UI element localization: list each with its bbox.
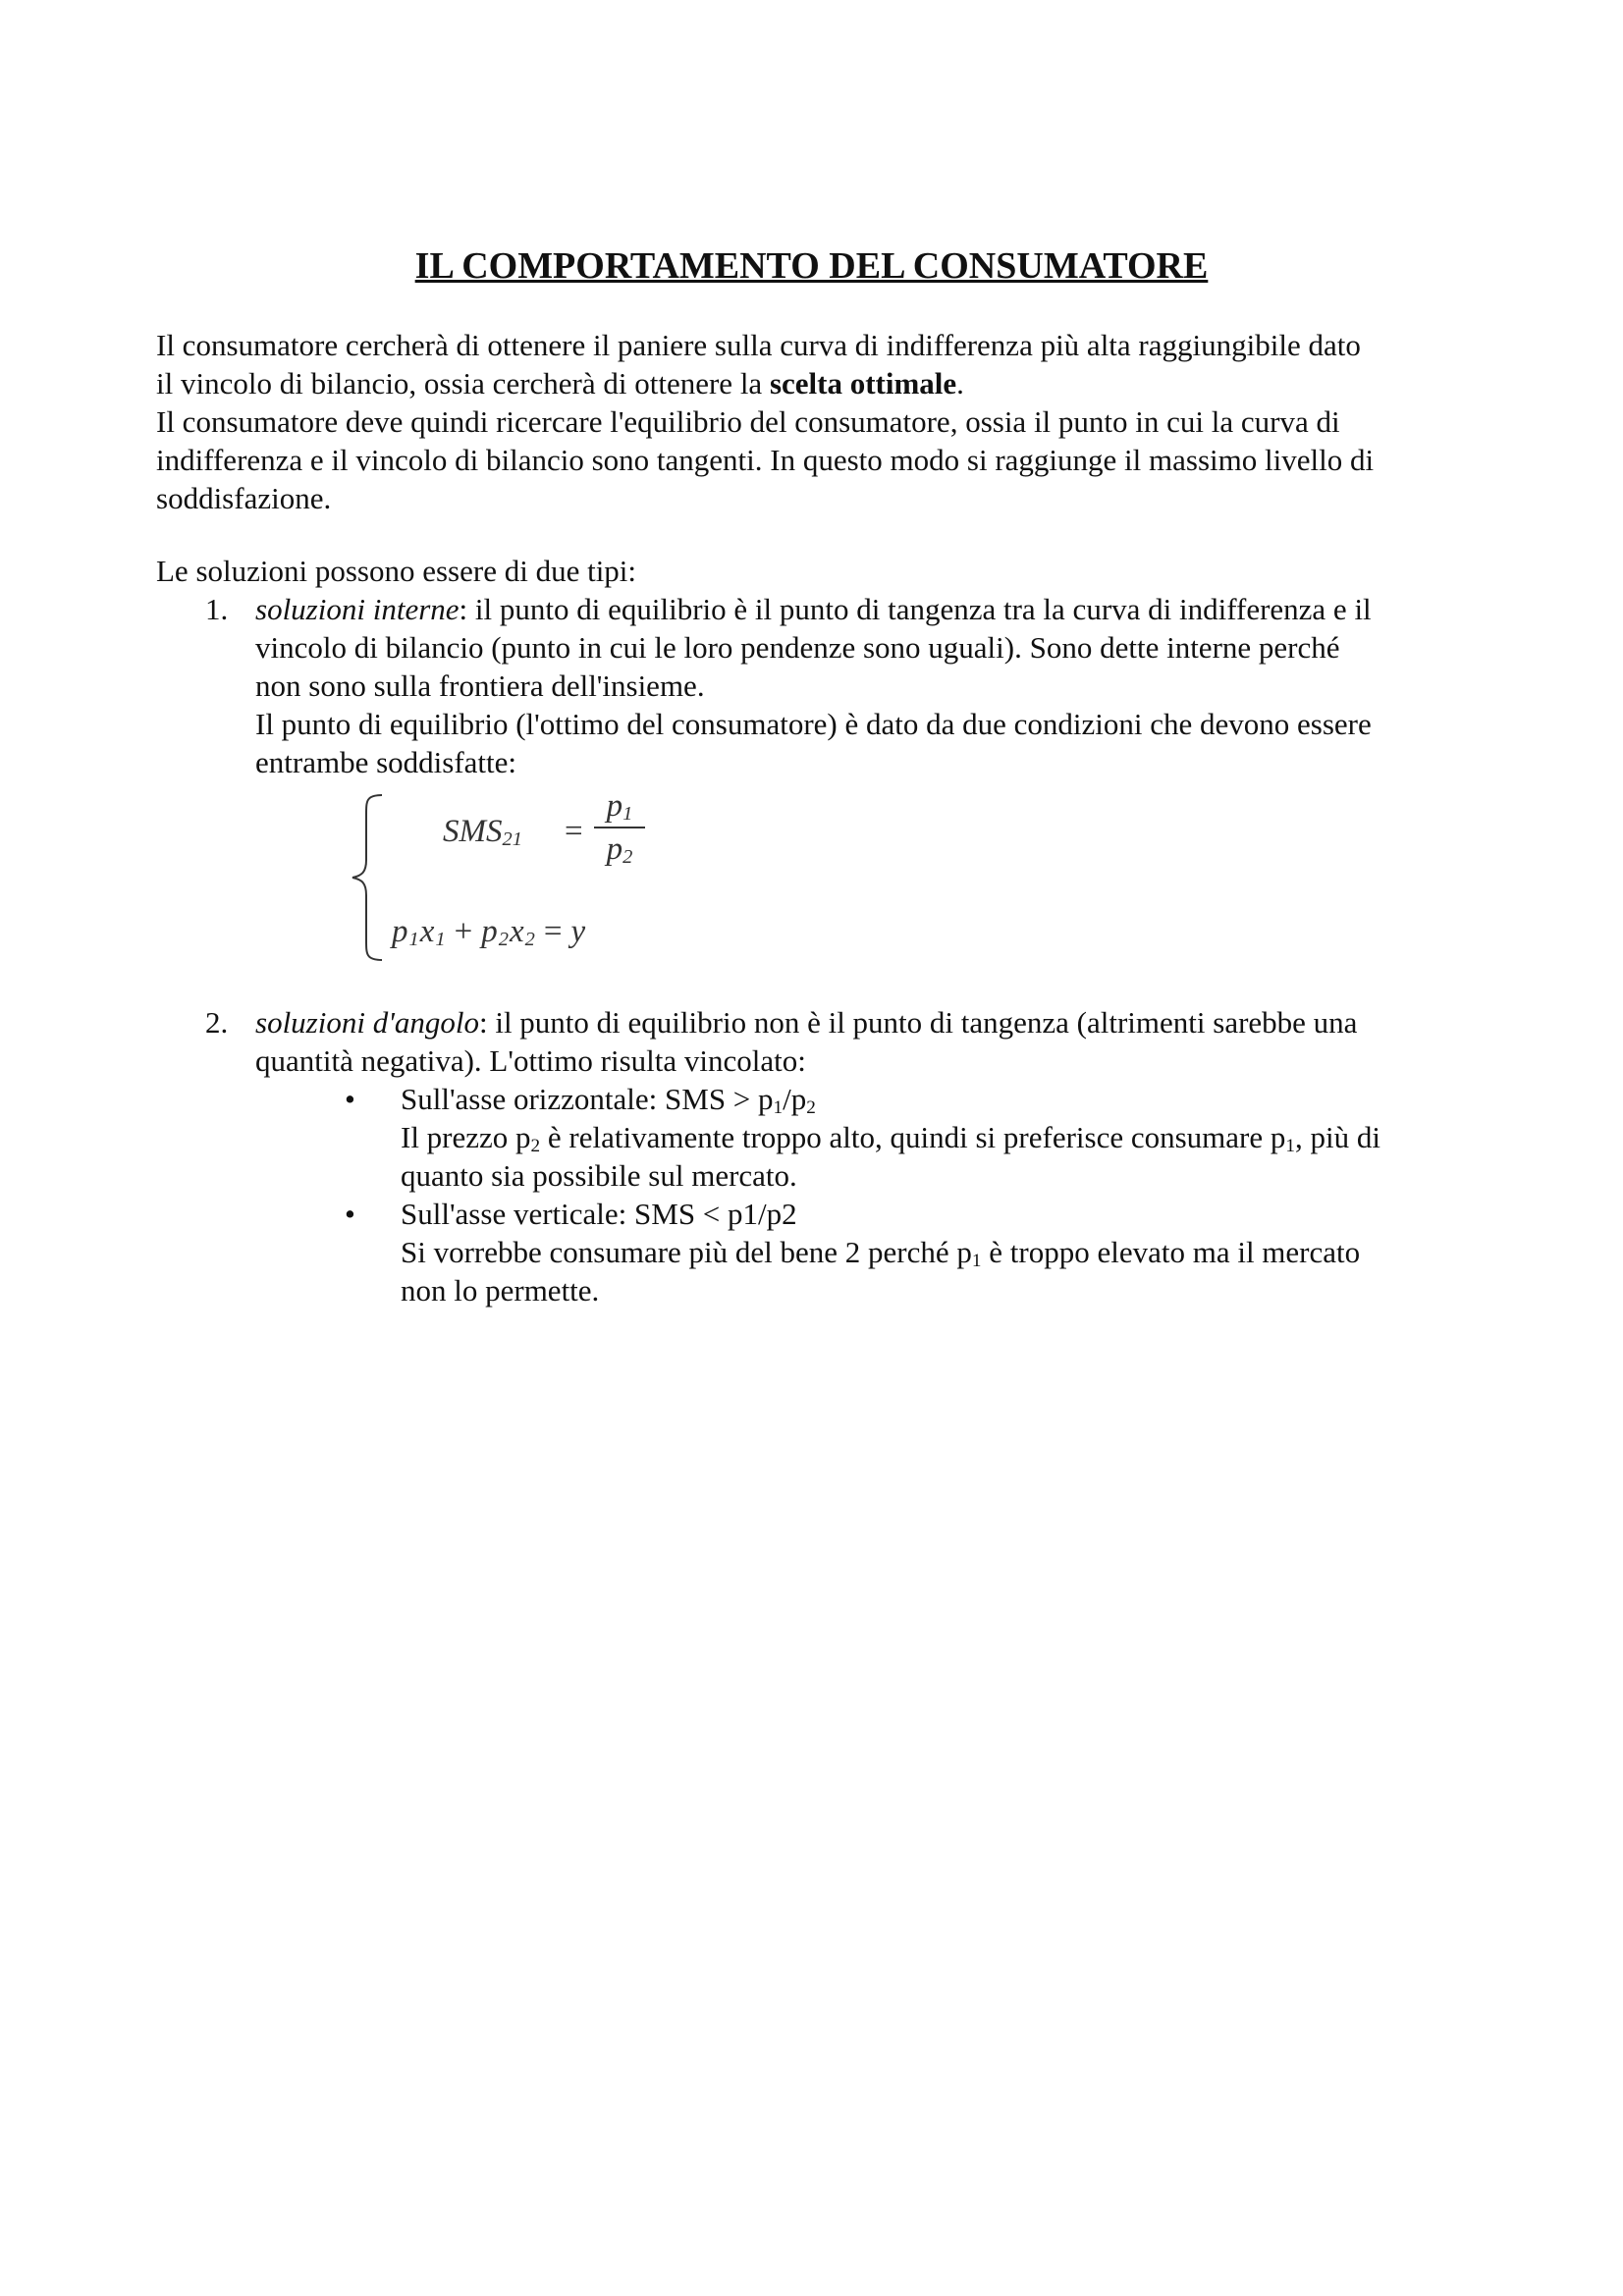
- price-ratio: $p_1$ $p_2$: [594, 787, 645, 868]
- italic-term: soluzioni interne: [255, 592, 460, 626]
- paragraph-line: Sull'asse orizzontale: SMS > $p_1/p_2$: [401, 1082, 816, 1118]
- paragraph-line: [156, 364, 1491, 402]
- italic-term: soluzioni d'angolo: [255, 1005, 479, 1040]
- paragraph-line: vincolo di bilancio (punto in cui le loro pendenze sono uguali). Sono dette interne perché: [255, 630, 1340, 665]
- document-body: [156, 326, 1491, 1309]
- list-marker: 1.: [205, 592, 229, 626]
- budget-constraint: $p_1x_1 + p_2x_2 = y$: [392, 914, 587, 950]
- curly-brace-icon: [349, 791, 388, 964]
- bullet-icon: •: [345, 1082, 355, 1116]
- paragraph-line: quantità negativa). L'ottimo risulta vincolato:: [255, 1043, 806, 1078]
- paragraph-line: Si vorrebbe consumare più del bene 2 perché $p_1$ è troppo elevato ma il mercato: [401, 1235, 1361, 1271]
- paragraph-line: soddisfazione.: [156, 481, 332, 515]
- text-run: : il punto di equilibrio è il punto di tangenza tra la curva di indifferenza e il: [459, 592, 1372, 626]
- text-run: : il punto di equilibrio non è il punto di tangenza (altrimenti sarebbe una: [478, 1005, 1358, 1040]
- paragraph-line: Il punto di equilibrio (l'ottimo del consumatore) è dato da due condizioni che devono essere: [255, 707, 1372, 741]
- paragraph-line: non sono sulla frontiera dell'insieme.: [255, 668, 705, 703]
- paragraph-line: Sull'asse verticale: SMS < p1/p2: [401, 1197, 797, 1231]
- bullet-item-verticale: [156, 1195, 1491, 1309]
- bullet-icon: •: [345, 1197, 355, 1231]
- bullet-item-orizzontale: [156, 1080, 1491, 1195]
- page-title: IL COMPORTAMENTO DEL CONSUMATORE: [414, 245, 1209, 287]
- paragraph-line: Le soluzioni possono essere di due tipi:: [156, 554, 637, 588]
- sms-term: $SMS_{21}$: [443, 814, 522, 850]
- list-item-angolo: [156, 1003, 1491, 1080]
- equilibrium-formula: [349, 787, 1491, 964]
- text-run: .: [956, 366, 964, 400]
- list-marker: 2.: [205, 1005, 229, 1040]
- list-item-interne: [156, 590, 1491, 964]
- paragraph-line: entrambe soddisfatte:: [255, 745, 516, 779]
- paragraph-line: quanto sia possibile sul mercato.: [401, 1158, 797, 1193]
- paragraph-line: [255, 1003, 1491, 1041]
- text-run: il vincolo di bilancio, ossia cercherà di ottenere la: [156, 366, 770, 400]
- paragraph-line: Il prezzo $p_2$ è relativamente troppo alto, quindi si preferisce consumare $p_1$, più di: [401, 1120, 1380, 1156]
- equals-sign: =: [565, 814, 583, 849]
- paragraph-line: indifferenza e il vincolo di bilancio sono tangenti. In questo modo si raggiunge il massimo livello di: [156, 443, 1375, 477]
- paragraph-line: [255, 590, 1491, 628]
- bold-term: scelta ottimale: [769, 366, 957, 400]
- paragraph-line: Il consumatore deve quindi ricercare l'equilibrio del consumatore, ossia il punto in cui la curva di: [156, 404, 1340, 439]
- paragraph-line: non lo permette.: [401, 1273, 600, 1308]
- paragraph-line: Il consumatore cercherà di ottenere il paniere sulla curva di indifferenza più alta raggiungibile dato: [156, 328, 1361, 362]
